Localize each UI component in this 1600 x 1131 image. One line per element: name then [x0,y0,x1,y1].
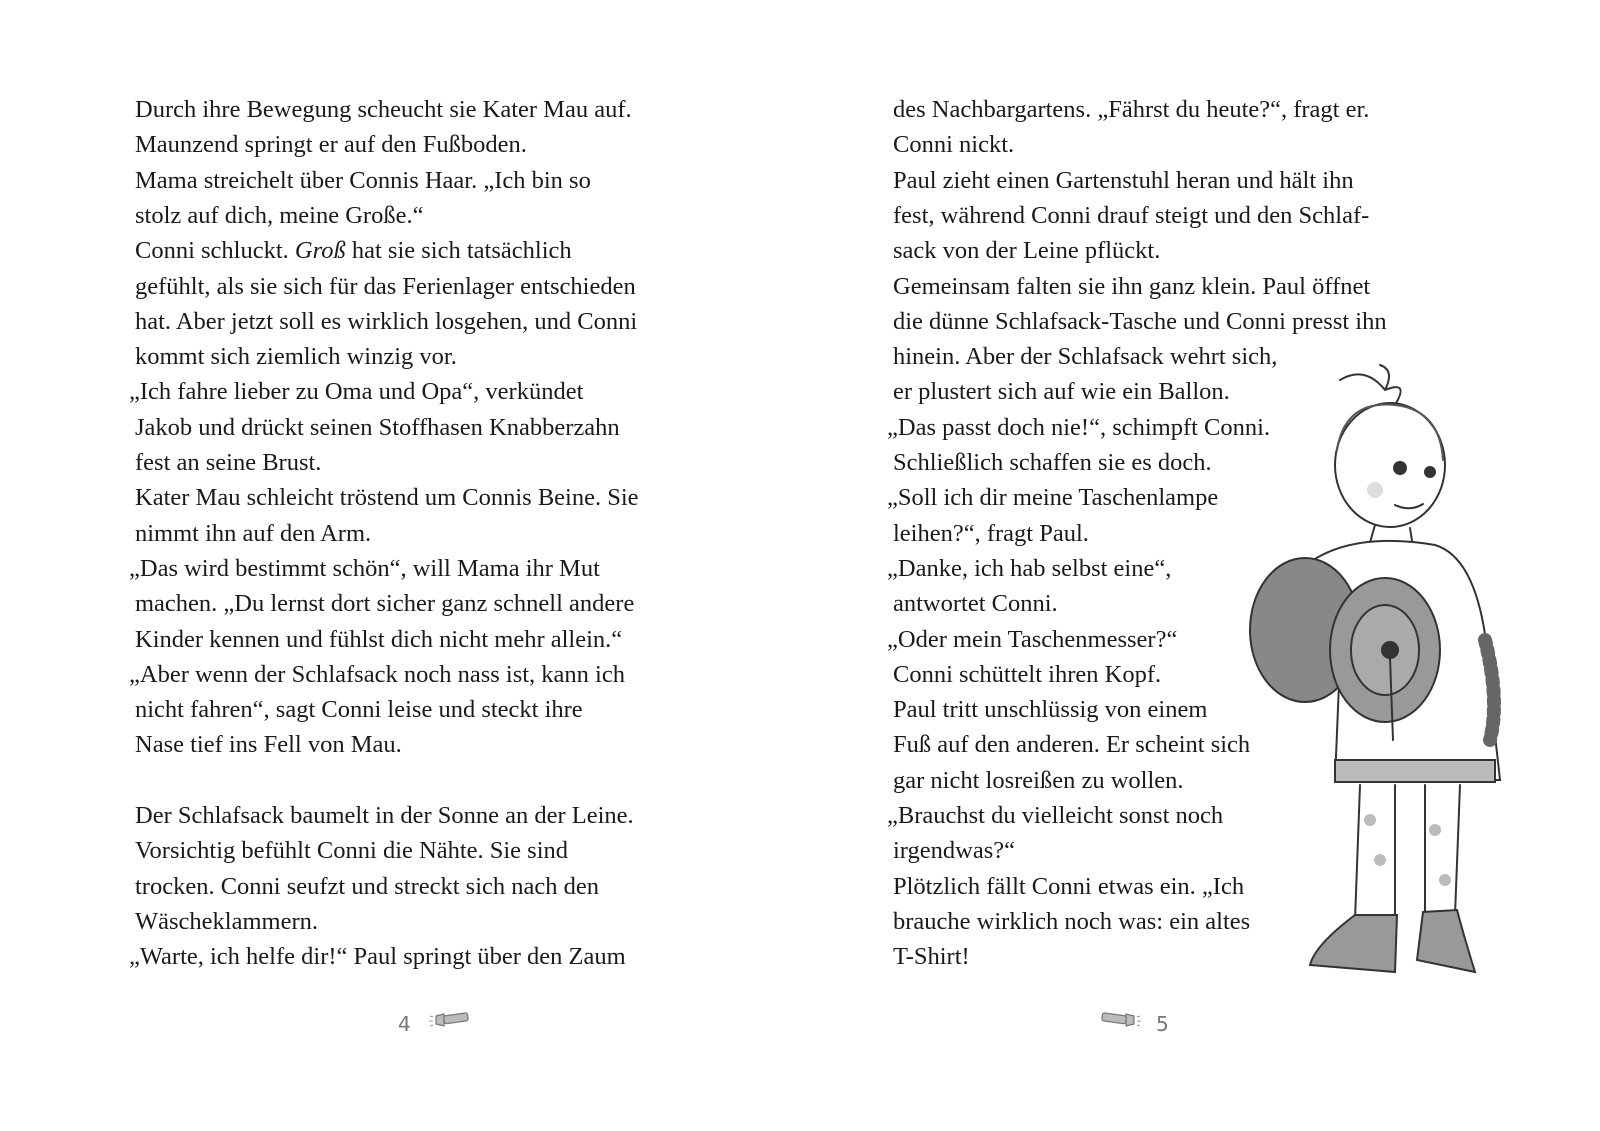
text-line: „Brauchst du vielleicht sonst noch [887,802,1224,829]
text-line: „Warte, ich helfe dir!“ Paul springt über den Zaum [129,943,626,971]
text-segment: hat sie sich tatsächlich [345,237,572,265]
text-line: Conni schüttelt ihren Kopf. [893,660,1162,688]
text-line: Conni nickt. [893,131,1015,159]
text-line: Plötzlich fällt Conni etwas ein. „Ich [893,872,1245,900]
text-line: Mama streichelt über Connis Haar. „Ich bin so [135,166,591,194]
text-line: hat. Aber jetzt soll es wirklich losgehen, und Conni [135,307,638,335]
text-line: „Das wird bestimmt schön“, will Mama ihr Mut [129,554,600,582]
text-line: antwortet Conni. [893,590,1058,618]
text-line: Fuß auf den anderen. Er scheint sich [893,731,1251,759]
text-line: Paul tritt unschlüssig von einem [893,696,1208,724]
text-line: gefühlt, als sie sich für das Ferienlager entschieden [135,272,636,300]
text-line: die dünne Schlafsack-Tasche und Conni presst ihn [893,307,1387,335]
text-line: „Oder mein Taschenmesser?“ [887,625,1178,653]
text-line: hinein. Aber der Schlafsack wehrt sich, [893,343,1278,371]
text-line: „Ich fahre lieber zu Oma und Opa“, verkündet [129,378,584,406]
text-line: „Soll ich dir meine Taschenlampe [887,484,1219,512]
text-line: Kinder kennen und fühlst dich nicht mehr allein.“ [135,625,623,653]
text-line: brauche wirklich noch was: ein altes [893,907,1251,935]
text-line: Vorsichtig befühlt Conni die Nähte. Sie sind [135,837,569,865]
text-line: Jakob und drückt seinen Stoffhasen Knabberzahn [135,413,620,441]
flashlight-icon [1098,1010,1142,1032]
text-line: „Danke, ich hab selbst eine“, [887,554,1172,582]
text-line: Gemeinsam falten sie ihn ganz klein. Paul öffnet [893,272,1371,300]
page-number-right: 5 [1156,1012,1169,1036]
text-line: Paul zieht einen Gartenstuhl heran und hält ihn [893,166,1354,194]
girl-with-sleeping-bag-illustration [1245,360,1505,985]
text-line: gar nicht losreißen zu wollen. [893,766,1184,794]
text-line: Nase tief ins Fell von Mau. [135,731,402,759]
text-line: „Aber wenn der Schlafsack noch nass ist, kann ich [129,660,625,688]
text-line: Durch ihre Bewegung scheucht sie Kater Mau auf. [135,96,632,123]
text-line: nicht fahren“, sagt Conni leise und steckt ihre [135,696,583,724]
text-line: Wäscheklammern. [135,907,318,935]
flashlight-icon [428,1010,472,1032]
text-segment: Conni schluckt. [135,237,295,265]
text-line: machen. „Du lernst dort sicher ganz schnell andere [135,590,635,618]
text-line: des Nachbargartens. „Fährst du heute?“, fragt er. [893,96,1370,123]
text-line: trocken. Conni seufzt und streckt sich nach den [135,872,600,900]
text-line: irgendwas?“ [893,837,1015,865]
text-line: Kater Mau schleicht tröstend um Connis Beine. Sie [135,484,639,512]
text-line: Schließlich schaffen sie es doch. [893,449,1212,476]
italic-emphasis: Groß [294,237,346,265]
text-line: Der Schlafsack baumelt in der Sonne an der Leine. [135,802,634,829]
text-line: nimmt ihn auf den Arm. [135,519,372,547]
text-line: kommt sich ziemlich winzig vor. [135,343,457,371]
text-line: er plustert sich auf wie ein Ballon. [893,378,1230,406]
text-line: stolz auf dich, meine Große.“ [135,201,424,229]
text-line: T-Shirt! [893,943,970,971]
text-line [135,236,572,266]
text-line: sack von der Leine pflückt. [893,237,1161,265]
text-line: leihen?“, fragt Paul. [893,519,1089,547]
text-line: „Das passt doch nie!“, schimpft Conni. [887,413,1271,441]
text-line: fest, während Conni drauf steigt und den Schlaf- [893,201,1370,229]
text-line: Maunzend springt er auf den Fußboden. [135,131,527,159]
page-number-left: 4 [398,1012,411,1036]
text-line: fest an seine Brust. [135,449,322,476]
